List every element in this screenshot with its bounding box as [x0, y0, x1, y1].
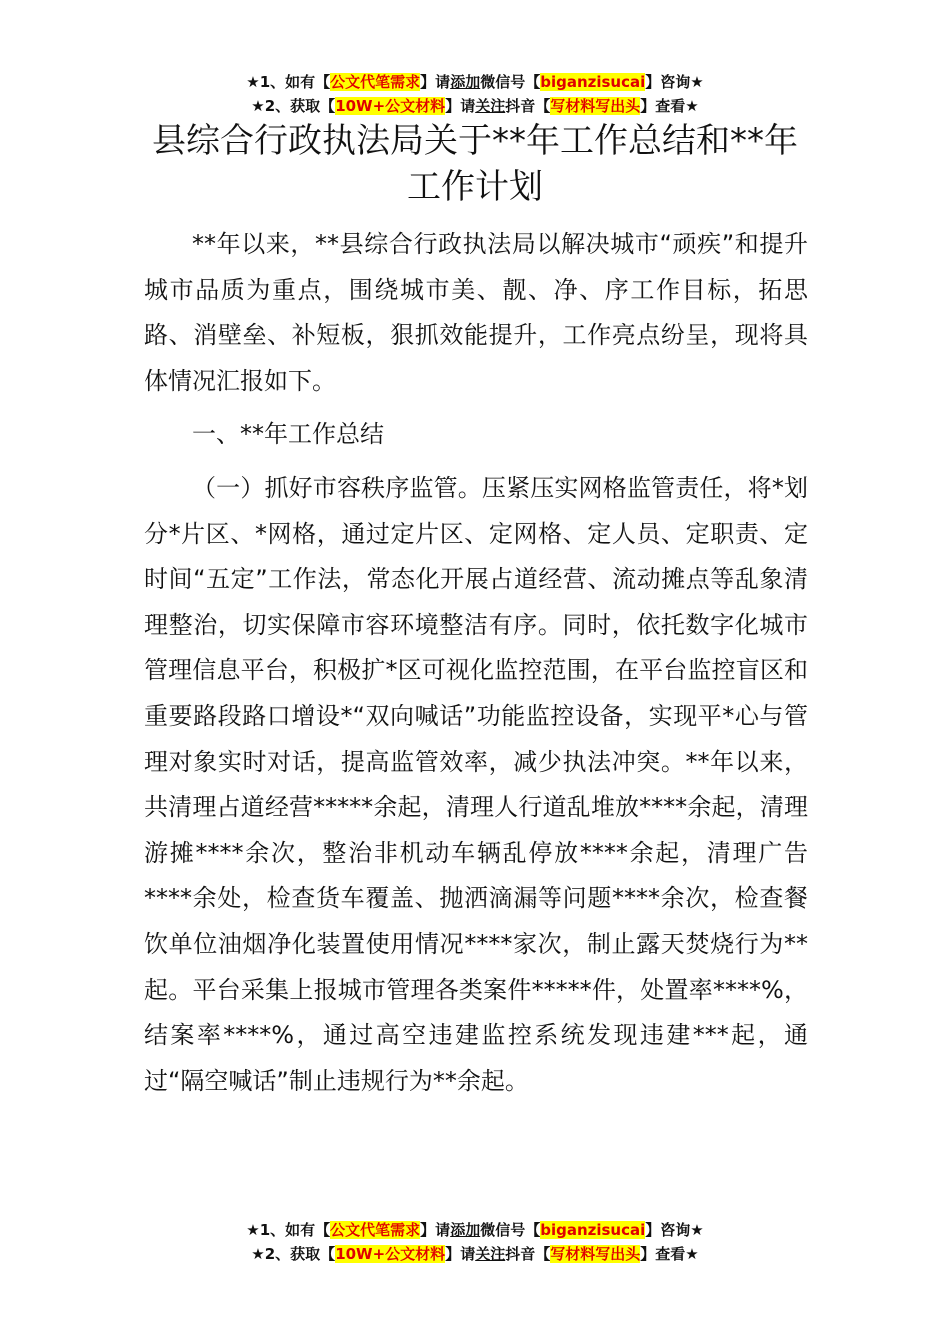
promo-highlight: 10W+公文材料: [335, 1245, 446, 1263]
promo-text: 抖音【: [505, 1245, 551, 1263]
promo-text: 抖音【: [505, 97, 551, 115]
promo-text: 1、如有【: [259, 1221, 331, 1239]
promo-text: 】请: [445, 97, 476, 115]
promo-line-2: [0, 94, 950, 118]
promo-text: 】请: [420, 73, 451, 91]
promo-text: 微信号【: [480, 73, 541, 91]
promo-wechat-id: biganzisucai: [540, 73, 646, 91]
star-icon: ★: [246, 1221, 260, 1239]
star-icon: ★: [251, 1245, 265, 1263]
intro-paragraph: **年以来，**县综合行政执法局以解决城市“顽疾”和提升城市品质为重点，围绕城市美、靓、净、序工作目标，拓思路、消壁垒、补短板，狠抓效能提升，工作亮点纷呈，现将具体情况汇报如下。: [144, 230, 808, 395]
body-paragraph: （一）抓好市容秩序监管。压紧压实网格监管责任，将*划分*片区、*网格，通过定片区、定网格、定人员、定职责、定时间“五定”工作法，常态化开展占道经营、流动摊点等乱象清理整治，切实保障市容环境整洁有序。同时，依托数字化城市管理信息平台，积极扩*区可视化监控范围，在平台监控盲区和重要路段路口增设*“双向喊话”功能监控设备，实现平*心与管理对象实时对话，提高监管效率，减少执法冲突。**年以来，共清理占道经营*****余起，清理人行道乱堆放****余起，清理游摊****余次，整治非机动车辆乱停放****余起，清理广告****余处，检查货车覆盖、抛洒滴漏等问题****余次，检查餐饮单位油烟净化装置使用情况****家次，制止露天焚烧行为**起。平台采集上报城市管理各类案件*****件，处置率****%，结案率****%，通过高空违建监控系统发现违建***起，通过“隔空喊话”制止违规行为**余起。: [144, 473, 808, 1095]
promo-line-1: [0, 70, 950, 94]
promo-highlight: 10W+公文材料: [335, 97, 446, 115]
promo-underline: 关注: [475, 97, 506, 115]
promo-banner-top: [0, 70, 950, 118]
promo-text: 】查看★: [640, 97, 699, 115]
promo-text: 】咨询★: [645, 73, 704, 91]
promo-text: 】咨询★: [645, 1221, 704, 1239]
promo-highlight: 公文代笔需求: [330, 1221, 421, 1239]
promo-text: 微信号【: [480, 1221, 541, 1239]
promo-line-1: [0, 1218, 950, 1242]
star-icon: ★: [251, 97, 265, 115]
document-title: 县综合行政执法局关于**年工作总结和**年工作计划: [152, 121, 798, 207]
document-body: [144, 222, 808, 1104]
promo-wechat-id: biganzisucai: [540, 1221, 646, 1239]
promo-text: 2、获取【: [264, 1245, 336, 1263]
promo-underline: 添加: [450, 73, 481, 91]
star-icon: ★: [246, 73, 260, 91]
promo-text: 1、如有【: [259, 73, 331, 91]
promo-text: 】查看★: [640, 1245, 699, 1263]
promo-line-2: [0, 1242, 950, 1266]
promo-text: 】请: [420, 1221, 451, 1239]
promo-underline: 关注: [475, 1245, 506, 1263]
promo-douyin-id: 写材料写出头: [550, 97, 641, 115]
promo-text: 】请: [445, 1245, 476, 1263]
promo-text: 2、获取【: [264, 97, 336, 115]
section-heading: 一、**年工作总结: [192, 420, 384, 449]
promo-underline: 添加: [450, 1221, 481, 1239]
promo-highlight: 公文代笔需求: [330, 73, 421, 91]
promo-douyin-id: 写材料写出头: [550, 1245, 641, 1263]
promo-banner-bottom: [0, 1218, 950, 1266]
